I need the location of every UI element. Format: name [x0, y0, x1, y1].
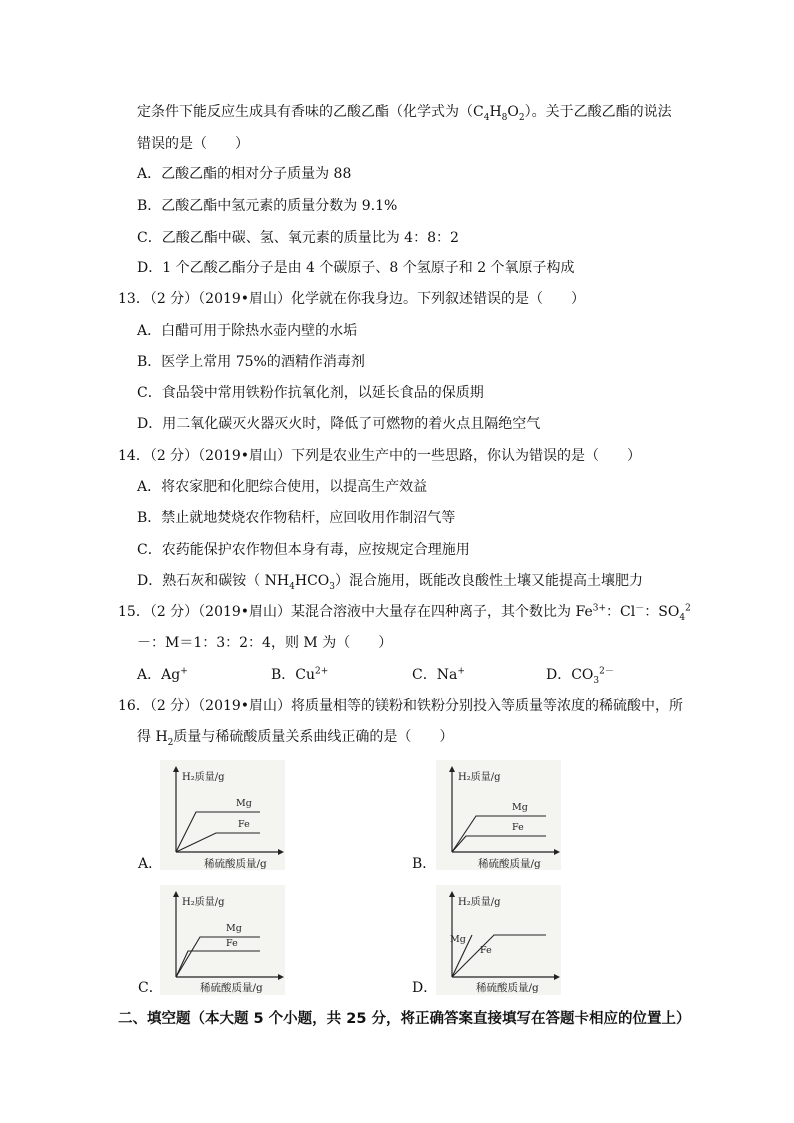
graph-a — [160, 760, 285, 870]
graph-a-mg-label: Mg — [236, 798, 252, 809]
q14-option-d: D．熟石灰和碳铵（ $NH_4HCO_3$）混合施用，既能改良酸性土壤又能提高土壤肥力 — [137, 573, 644, 592]
graph-d-fe-label: Fe — [480, 945, 492, 956]
q16-option-c-label: C． — [138, 980, 163, 996]
graph-b-mg-label: Mg — [512, 802, 528, 813]
graph-d-xlabel: 稀硫酸质量/g — [476, 982, 539, 994]
q14-option-b: B．禁止就地焚烧农作物秸杆，应回收用作制沼气等 — [137, 510, 456, 526]
graph-a-fe-label: Fe — [238, 819, 250, 830]
q14-option-c: C．农药能保护农作物但本身有毒，应按规定合理施用 — [137, 542, 470, 558]
q14-option-a: A．将农家肥和化肥综合使用，以提高生产效益 — [137, 479, 428, 495]
section-2-heading: 二、填空题（本大题 5 个小题，共 25 分，将正确答案直接填写在答题卡相应的位置上） — [118, 1011, 691, 1027]
q13-option-d: D．用二氧化碳灭火器灭火时，降低了可燃物的着火点且隔绝空气 — [137, 416, 541, 432]
q15-option-b: B．$Cu^{2+}$ — [271, 666, 329, 683]
q16-option-d-label: D． — [412, 980, 438, 996]
graph-c-fe-label: Fe — [226, 938, 238, 949]
q16-option-a-label: A． — [138, 856, 163, 872]
graph-c-ylabel: H₂质量/g — [182, 897, 225, 908]
q15-option-d: D．$CO_3^{2-}$ — [546, 666, 614, 686]
graph-b-fe-label: Fe — [512, 822, 524, 833]
q15-stem-line2: －：M＝1：3：2：4，则 M 为（ ） — [137, 635, 393, 651]
graph-b — [436, 760, 561, 870]
q12-option-c: C．乙酸乙酯中碳、氢、氧元素的质量比为 4：8：2 — [137, 230, 459, 246]
q12-option-a: A．乙酸乙酯的相对分子质量为 88 — [137, 166, 352, 182]
q16-stem-line1: 16．（2 分）（2019•眉山）将质量相等的镁粉和铁粉分别投入等质量等浓度的稀硫酸中，所 — [118, 698, 684, 714]
graph-d-mg-label: Mg — [450, 934, 466, 945]
q14-stem: 14．（2 分）（2019•眉山）下列是农业生产中的一些思路，你认为错误的是（ ） — [118, 448, 642, 464]
q13-stem: 13．（2 分）（2019•眉山）化学就在你我身边。下列叙述错误的是（ ） — [118, 291, 586, 307]
q16-option-b-label: B． — [412, 856, 437, 872]
q12-stem-line2: 错误的是（ ） — [137, 136, 249, 152]
q13-option-a: A．白醋可用于除热水壶内壁的水垢 — [137, 323, 358, 339]
q15-option-a: A．Ag+ — [137, 666, 188, 683]
graph-a-xlabel: 稀硫酸质量/g — [204, 858, 267, 870]
graph-d — [436, 885, 561, 995]
graph-c-mg-label: Mg — [226, 923, 242, 934]
q15-stem-line1: 15．（2 分）（2019•眉山）某混合溶液中大量存在四种离子，其个数比为 $Fe^{3+}$：Cl－：$SO_4^2$ — [118, 603, 691, 623]
graph-a-ylabel: H₂质量/g — [182, 772, 225, 783]
graph-d-ylabel: H₂质量/g — [458, 897, 501, 908]
q16-stem-line2: 得 $H_2$质量与稀硫酸质量关系曲线正确的是（ ） — [137, 729, 454, 748]
graph-b-xlabel: 稀硫酸质量/g — [478, 858, 541, 870]
graph-b-ylabel: H₂质量/g — [458, 772, 501, 783]
q15-option-c: C．Na+ — [412, 666, 465, 683]
q13-option-c: C．食品袋中常用铁粉作抗氧化剂，以延长食品的保质期 — [137, 385, 484, 401]
q12-stem-line1: 定条件下能反应生成具有香味的乙酸乙酯（化学式为$(C_4H_8O_2)$。关于乙酸乙酯的说法 — [137, 104, 672, 123]
q12-option-d: D．1 个乙酸乙酯分子是由 4 个碳原子、8 个氢原子和 2 个氧原子构成 — [137, 260, 575, 276]
q13-option-b: B．医学上常用 75%的酒精作消毒剂 — [137, 354, 365, 370]
graph-c-xlabel: 稀硫酸质量/g — [200, 982, 263, 994]
q12-option-b: B．乙酸乙酯中氢元素的质量分数为 9.1% — [137, 198, 398, 214]
graph-c — [160, 885, 285, 995]
